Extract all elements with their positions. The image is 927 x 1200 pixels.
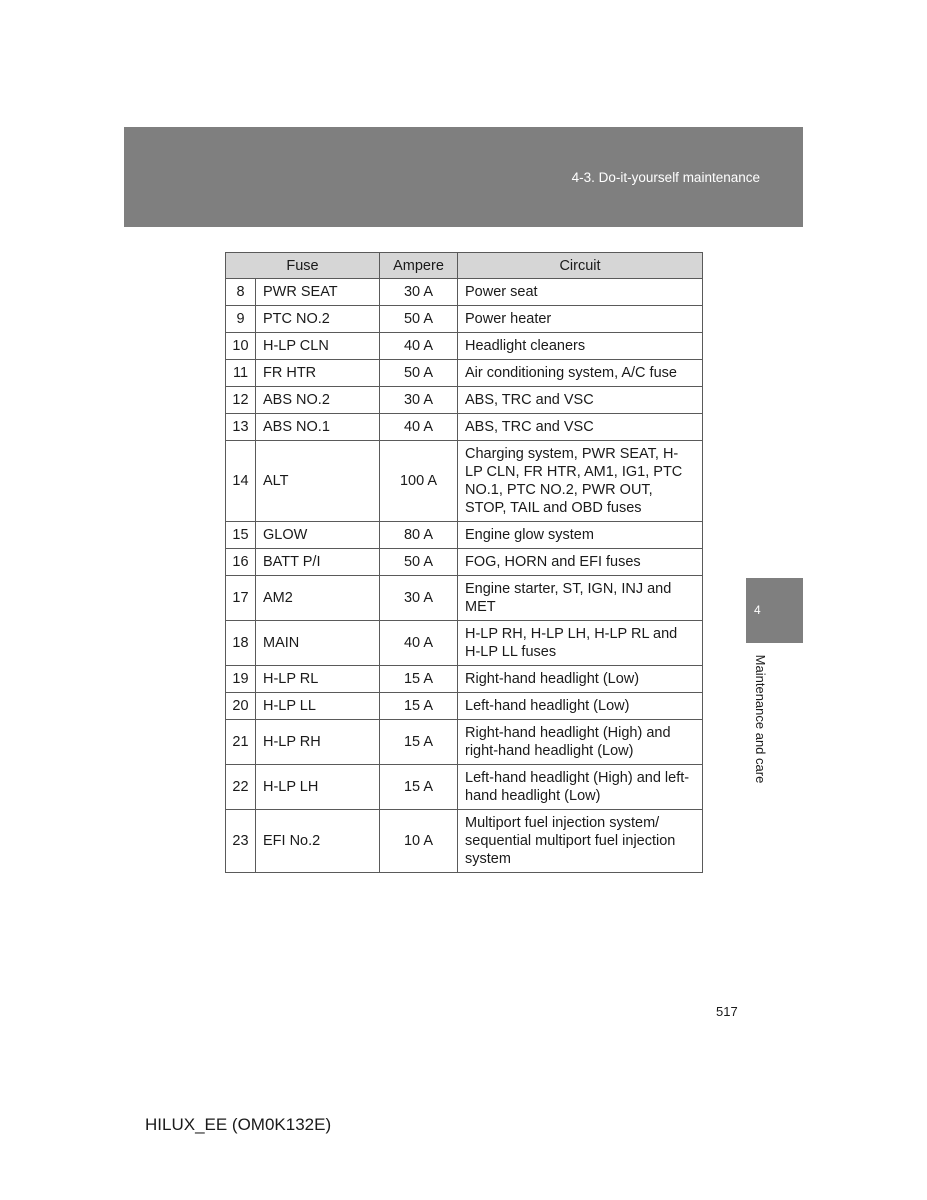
fuse-name-cell: H-LP RH [256, 720, 380, 765]
ampere-cell: 30 A [380, 279, 458, 306]
header-ampere: Ampere [380, 253, 458, 279]
table-row [226, 693, 703, 720]
circuit-cell: FOG, HORN and EFI fuses [458, 549, 703, 576]
circuit-cell: Power seat [458, 279, 703, 306]
ampere-cell: 40 A [380, 621, 458, 666]
table-row [226, 621, 703, 666]
ampere-cell: 100 A [380, 441, 458, 522]
fuse-name-cell: PWR SEAT [256, 279, 380, 306]
table-row [226, 522, 703, 549]
fuse-name-cell: ABS NO.2 [256, 387, 380, 414]
fuse-name-cell: H-LP LL [256, 693, 380, 720]
table-row [226, 306, 703, 333]
fuse-name-cell: ABS NO.1 [256, 414, 380, 441]
fuse-number-cell: 22 [226, 765, 256, 810]
fuse-name-cell: GLOW [256, 522, 380, 549]
table-row [226, 810, 703, 873]
ampere-cell: 15 A [380, 765, 458, 810]
fuse-table [225, 252, 703, 873]
ampere-cell: 15 A [380, 720, 458, 765]
fuse-number-cell: 9 [226, 306, 256, 333]
fuse-name-cell: PTC NO.2 [256, 306, 380, 333]
table-row [226, 387, 703, 414]
circuit-cell: Engine glow system [458, 522, 703, 549]
ampere-cell: 50 A [380, 306, 458, 333]
ampere-cell: 40 A [380, 333, 458, 360]
fuse-number-cell: 15 [226, 522, 256, 549]
document-code: HILUX_EE (OM0K132E) [145, 1115, 332, 1134]
table-row [226, 765, 703, 810]
ampere-cell: 30 A [380, 387, 458, 414]
fuse-number-cell: 13 [226, 414, 256, 441]
circuit-cell: Engine starter, ST, IGN, INJ and MET [458, 576, 703, 621]
fuse-number-cell: 11 [226, 360, 256, 387]
circuit-cell: Right-hand headlight (High) and right-hand headlight (Low) [458, 720, 703, 765]
table-row [226, 666, 703, 693]
circuit-cell: Headlight cleaners [458, 333, 703, 360]
circuit-cell: ABS, TRC and VSC [458, 414, 703, 441]
fuse-number-cell: 16 [226, 549, 256, 576]
ampere-cell: 50 A [380, 549, 458, 576]
circuit-cell: Multiport fuel injection system/ sequential multiport fuel injection system [458, 810, 703, 873]
fuse-number-cell: 8 [226, 279, 256, 306]
fuse-name-cell: BATT P/I [256, 549, 380, 576]
table-row [226, 414, 703, 441]
ampere-cell: 15 A [380, 666, 458, 693]
table-row [226, 279, 703, 306]
circuit-cell: ABS, TRC and VSC [458, 387, 703, 414]
circuit-cell: Right-hand headlight (Low) [458, 666, 703, 693]
chapter-number: 4 [754, 603, 761, 617]
table-row [226, 576, 703, 621]
fuse-name-cell: EFI No.2 [256, 810, 380, 873]
circuit-cell: Charging system, PWR SEAT, H-LP CLN, FR HTR, AM1, IG1, PTC NO.1, PTC NO.2, PWR OUT, STOP, TAIL and OBD fuses [458, 441, 703, 522]
fuse-number-cell: 17 [226, 576, 256, 621]
ampere-cell: 30 A [380, 576, 458, 621]
table-row [226, 360, 703, 387]
header-band [124, 127, 803, 227]
fuse-number-cell: 20 [226, 693, 256, 720]
fuse-number-cell: 12 [226, 387, 256, 414]
fuse-name-cell: H-LP LH [256, 765, 380, 810]
fuse-number-cell: 18 [226, 621, 256, 666]
circuit-cell: Air conditioning system, A/C fuse [458, 360, 703, 387]
fuse-name-cell: MAIN [256, 621, 380, 666]
fuse-number-cell: 19 [226, 666, 256, 693]
table-body [226, 279, 703, 873]
circuit-cell: Left-hand headlight (High) and left-hand headlight (Low) [458, 765, 703, 810]
circuit-cell: Power heater [458, 306, 703, 333]
header-circuit: Circuit [458, 253, 703, 279]
table-row [226, 720, 703, 765]
ampere-cell: 50 A [380, 360, 458, 387]
ampere-cell: 15 A [380, 693, 458, 720]
section-title: 4-3. Do-it-yourself maintenance [571, 170, 760, 185]
fuse-number-cell: 23 [226, 810, 256, 873]
header-fuse: Fuse [226, 253, 380, 279]
circuit-cell: H-LP RH, H-LP LH, H-LP RL and H-LP LL fuses [458, 621, 703, 666]
fuse-name-cell: ALT [256, 441, 380, 522]
ampere-cell: 40 A [380, 414, 458, 441]
ampere-cell: 10 A [380, 810, 458, 873]
fuse-name-cell: AM2 [256, 576, 380, 621]
table-row [226, 549, 703, 576]
circuit-cell: Left-hand headlight (Low) [458, 693, 703, 720]
fuse-name-cell: FR HTR [256, 360, 380, 387]
table-row [226, 441, 703, 522]
table-header-row [226, 253, 703, 279]
ampere-cell: 80 A [380, 522, 458, 549]
fuse-name-cell: H-LP RL [256, 666, 380, 693]
table-row [226, 333, 703, 360]
fuse-name-cell: H-LP CLN [256, 333, 380, 360]
chapter-label: Maintenance and care [753, 654, 768, 784]
page-number: 517 [716, 1004, 738, 1019]
fuse-number-cell: 10 [226, 333, 256, 360]
fuse-number-cell: 14 [226, 441, 256, 522]
fuse-number-cell: 21 [226, 720, 256, 765]
